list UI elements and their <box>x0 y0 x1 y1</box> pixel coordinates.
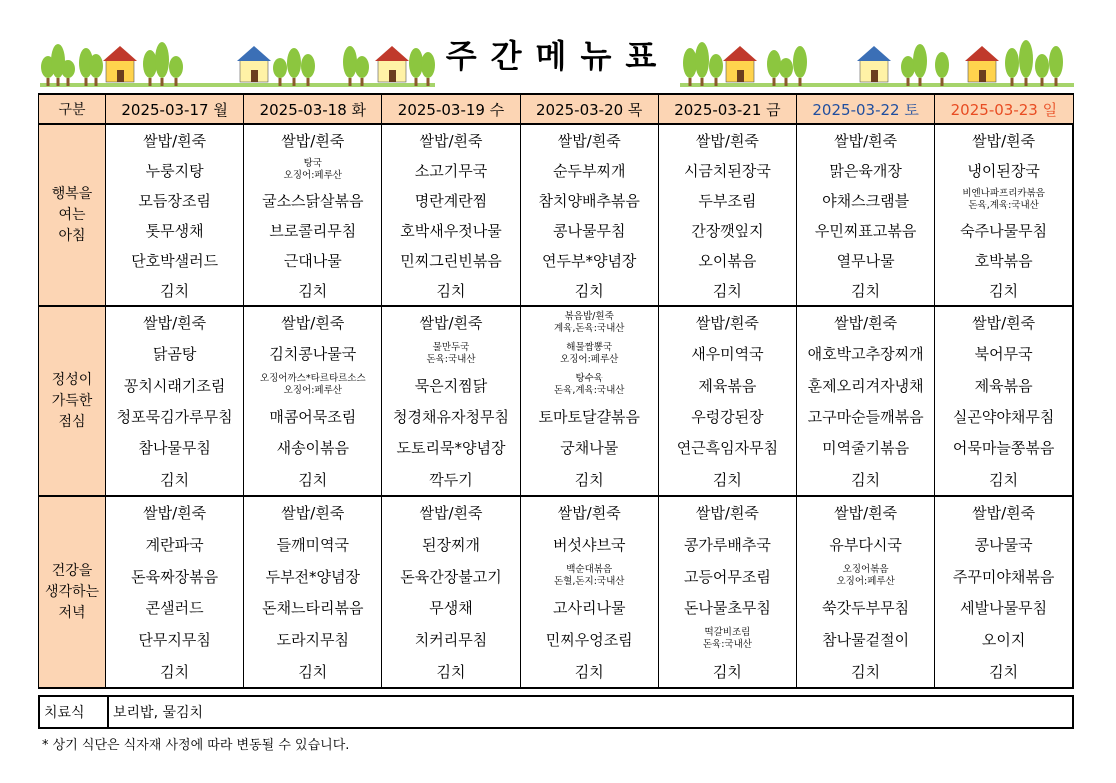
tree-trunk <box>773 78 776 86</box>
dish-item: 콩나물국 <box>974 535 1033 554</box>
dish-item: 굴소스닭살볶음 <box>262 191 364 210</box>
tree-trunk <box>1011 78 1014 86</box>
menu-cell <box>658 306 796 496</box>
dish-item: 참나물무침 <box>138 439 211 458</box>
menu-cell <box>520 124 658 306</box>
dish-item: 콩가루배추국 <box>683 535 771 554</box>
dish-item: 간장깻잎지 <box>691 221 764 240</box>
tree-trunk <box>57 78 60 86</box>
dish-item: 백순대볶음 돈혈,돈지:국내산 <box>553 564 625 588</box>
dish-item: 쌀밥/흰죽 <box>143 131 207 150</box>
tree-trunk <box>715 78 718 86</box>
dish-item: 쌀밥/흰죽 <box>695 504 759 523</box>
dish-item: 쌀밥/흰죽 <box>695 131 759 150</box>
day-header-sunday: 2025-03-23 일 <box>935 94 1073 124</box>
menu-cell <box>382 496 520 688</box>
dish-item: 오징어볶음 오징어:페루산 <box>836 564 895 588</box>
dish-item: 쌀밥/흰죽 <box>419 131 483 150</box>
meal-label: 행복을 여는 아침 <box>39 124 106 306</box>
footnote: * 상기 식단은 식자재 사정에 따라 변동될 수 있습니다. <box>42 738 350 753</box>
dish-item: 오징어까스*타르타르소스 오징어:페루산 <box>259 373 366 397</box>
therapy-label: 치료식 <box>39 696 108 728</box>
dish-item: 어묵마늘쫑볶음 <box>952 439 1055 458</box>
tree-trunk <box>149 78 152 86</box>
tree-trunk <box>175 78 178 86</box>
therapy-row <box>39 696 1073 728</box>
dish-item: 쌀밥/흰죽 <box>972 314 1036 333</box>
dish-item: 물만두국 돈육:국내산 <box>426 341 476 365</box>
dish-item: 우민찌표고볶음 <box>814 221 917 240</box>
menu-cell <box>658 124 796 306</box>
day-header: 2025-03-17 월 <box>106 94 244 124</box>
dish-item: 김치 <box>298 281 328 300</box>
dish-item: 제육볶음 <box>698 376 757 395</box>
header-gubun: 구분 <box>39 94 106 124</box>
dish-item: 콩나물무침 <box>552 221 626 240</box>
dish-item: 궁채나물 <box>560 439 619 458</box>
dish-item: 김치 <box>298 470 328 489</box>
menu-cell <box>244 306 382 496</box>
dish-item: 쌀밥/흰죽 <box>834 314 898 333</box>
menu-cell <box>106 496 244 688</box>
tree-trunk <box>293 78 296 86</box>
tree-trunk <box>919 78 922 86</box>
menu-cell <box>382 306 520 496</box>
day-header: 2025-03-20 목 <box>520 94 658 124</box>
tree-trunk <box>415 78 418 86</box>
dish-item: 연근흑임자무침 <box>676 439 779 458</box>
dish-item: 시금치된장국 <box>683 161 771 180</box>
dish-item: 돈나물초무침 <box>683 599 771 618</box>
tree-trunk <box>1041 78 1044 86</box>
dish-item: 김치 <box>712 470 742 489</box>
tree-trunk <box>907 78 910 86</box>
dish-item: 쌀밥/흰죽 <box>281 314 345 333</box>
dish-item: 청경채유자청무침 <box>393 408 509 427</box>
dish-item: 김치 <box>574 470 604 489</box>
dish-item: 쌀밥/흰죽 <box>143 504 207 523</box>
day-header-saturday: 2025-03-22 토 <box>797 94 935 124</box>
dish-item: 브로콜리무침 <box>269 221 357 240</box>
dish-item: 쌀밥/흰죽 <box>557 131 621 150</box>
dish-item: 두부전*양념장 <box>265 567 361 586</box>
dish-item: 버섯샤브국 <box>552 535 626 554</box>
dish-item: 연두부*양념장 <box>541 251 637 270</box>
tree-trunk <box>1055 78 1058 86</box>
dish-item: 민찌우엉조림 <box>545 630 633 649</box>
menu-cell <box>797 496 935 688</box>
dish-item: 쌀밥/흰죽 <box>281 131 345 150</box>
dish-item: 모듬장조림 <box>138 191 211 210</box>
dish-item: 쌀밥/흰죽 <box>972 131 1036 150</box>
dish-item: 깍두기 <box>429 470 473 489</box>
tree-trunk <box>95 78 98 86</box>
tree-trunk <box>1025 78 1028 86</box>
dish-item: 콘샐러드 <box>145 599 204 618</box>
dish-item: 볶음밥/흰죽 계육,돈육:국내산 <box>553 310 625 334</box>
tree-trunk <box>427 78 430 86</box>
dish-item: 순두부찌개 <box>552 161 626 180</box>
dish-item: 묵은지찜닭 <box>414 376 488 395</box>
dish-item: 쌀밥/흰죽 <box>419 314 483 333</box>
dish-item: 청포묵김가루무침 <box>116 408 233 427</box>
dish-item: 김치 <box>574 662 604 681</box>
dish-item: 쌀밥/흰죽 <box>695 314 759 333</box>
weekly-menu-table <box>38 93 1074 689</box>
dish-item: 쌀밥/흰죽 <box>557 504 621 523</box>
dish-item: 호박볶음 <box>974 251 1033 270</box>
dish-item: 새우미역국 <box>691 345 764 364</box>
dish-item: 김치 <box>436 281 466 300</box>
dish-item: 참나물겉절이 <box>822 630 910 649</box>
tree-trunk <box>701 78 704 86</box>
dish-item: 꽁치시래기조림 <box>123 376 226 395</box>
dish-item: 호박새우젓나물 <box>400 221 502 240</box>
dish-item: 고구마순들깨볶음 <box>807 408 924 427</box>
menu-cell <box>797 306 935 496</box>
menu-cell <box>658 496 796 688</box>
dish-item: 김치 <box>851 470 881 489</box>
tree-trunk <box>67 78 70 86</box>
dish-item: 제육볶음 <box>974 376 1033 395</box>
dish-item: 김치 <box>160 281 190 300</box>
dish-item: 실곤약야채무침 <box>952 408 1055 427</box>
dish-item: 김치 <box>298 662 328 681</box>
menu-cell <box>935 496 1073 688</box>
dish-item: 새송이볶음 <box>276 439 350 458</box>
dish-item: 도라지무침 <box>276 630 350 649</box>
menu-cell <box>244 124 382 306</box>
menu-cell <box>797 124 935 306</box>
page-title: 주간메뉴표 <box>445 37 671 75</box>
dish-item: 오이지 <box>981 630 1026 649</box>
dish-item: 유부다시국 <box>829 535 902 554</box>
day-header: 2025-03-18 화 <box>244 94 382 124</box>
dish-item: 쌀밥/흰죽 <box>972 504 1036 523</box>
dish-item: 계란파국 <box>145 535 204 554</box>
dish-item: 된장찌개 <box>422 535 480 554</box>
dish-item: 우렁강된장 <box>691 408 764 427</box>
menu-cell <box>935 124 1073 306</box>
dish-item: 김치 <box>574 281 604 300</box>
dish-item: 단호박샐러드 <box>131 251 219 270</box>
ground-strip <box>680 83 1074 87</box>
dish-item: 해물짬뽕국 오징어:페루산 <box>560 341 619 365</box>
therapy-value: 보리밥, 물김치 <box>108 696 1073 728</box>
dish-item: 북어무국 <box>974 345 1033 364</box>
dish-item: 고사리나물 <box>552 599 626 618</box>
dish-item: 냉이된장국 <box>967 161 1040 180</box>
dish-item: 치커리무침 <box>414 630 488 649</box>
meal-row <box>39 496 1074 688</box>
day-header: 2025-03-19 수 <box>382 94 520 124</box>
dish-item: 김치 <box>160 470 190 489</box>
dish-item: 주꾸미야채볶음 <box>952 567 1055 586</box>
dish-item: 쌀밥/흰죽 <box>281 504 345 523</box>
tree-trunk <box>47 78 50 86</box>
dish-item: 매콤어묵조림 <box>269 408 357 427</box>
dish-item: 김치 <box>712 281 742 300</box>
dish-item: 쌀밥/흰죽 <box>143 314 207 333</box>
menu-cell <box>244 496 382 688</box>
dish-item: 떡갈비조림 돈육:국내산 <box>702 627 752 651</box>
dish-item: 쌀밥/흰죽 <box>834 504 898 523</box>
tree-trunk <box>361 78 364 86</box>
dish-item: 김치 <box>851 281 881 300</box>
dish-item: 김치 <box>436 662 466 681</box>
dish-item: 김치 <box>989 281 1019 300</box>
dish-item: 김치 <box>989 470 1019 489</box>
dish-item: 두부조림 <box>698 191 757 210</box>
tree-trunk <box>85 78 88 86</box>
dish-item: 세발나물무침 <box>960 599 1048 618</box>
meal-label: 건강을 생각하는 저녁 <box>39 496 106 688</box>
tree-trunk <box>941 78 944 86</box>
dish-item: 오이볶음 <box>698 251 757 270</box>
meal-row <box>39 306 1074 496</box>
tree-trunk <box>689 78 692 86</box>
tree-trunk <box>799 78 802 86</box>
meal-label: 정성이 가득한 점심 <box>39 306 106 496</box>
day-header: 2025-03-21 금 <box>658 94 796 124</box>
dish-item: 돈채느타리볶음 <box>262 599 364 618</box>
dish-item: 단무지무침 <box>138 630 211 649</box>
menu-cell <box>106 306 244 496</box>
dish-item: 탕국 오징어:페루산 <box>283 158 342 181</box>
tree-trunk <box>279 78 282 86</box>
meal-row <box>39 124 1074 306</box>
dish-item: 닭곰탕 <box>152 345 197 364</box>
dish-item: 쌀밥/흰죽 <box>834 131 898 150</box>
menu-cell <box>935 306 1073 496</box>
tree-trunk <box>307 78 310 86</box>
menu-cell <box>382 124 520 306</box>
dish-item: 김치 <box>160 662 190 681</box>
header-row <box>39 94 1074 124</box>
menu-cell <box>106 124 244 306</box>
dish-item: 김치 <box>712 662 742 681</box>
ground-strip <box>40 83 435 87</box>
dish-item: 소고기무국 <box>414 161 488 180</box>
dish-item: 민찌그린빈볶음 <box>400 251 502 270</box>
dish-item: 맑은육개장 <box>829 161 902 180</box>
dish-item: 탕수육 돈육,계육:국내산 <box>553 373 625 397</box>
dish-item: 숙주나물무침 <box>960 221 1048 240</box>
therapy-diet-table <box>38 695 1074 729</box>
dish-item: 고등어무조림 <box>683 567 771 586</box>
dish-item: 참치양배추볶음 <box>538 191 640 210</box>
tree-trunk <box>161 78 164 86</box>
dish-item: 돈육짜장볶음 <box>131 567 219 586</box>
dish-item: 톳무생채 <box>145 221 204 240</box>
dish-item: 돈육간장불고기 <box>400 567 502 586</box>
menu-cell <box>520 306 658 496</box>
dish-item: 명란계란찜 <box>414 191 488 210</box>
dish-item: 훈제오리겨자냉채 <box>807 376 924 395</box>
dish-item: 도토리묵*양념장 <box>396 439 506 458</box>
dish-item: 무생채 <box>429 599 473 618</box>
dish-item: 들깨미역국 <box>276 535 350 554</box>
menu-cell <box>520 496 658 688</box>
tree-trunk <box>349 78 352 86</box>
dish-item: 누룽지탕 <box>145 161 204 180</box>
dish-item: 애호박고추장찌개 <box>807 345 924 364</box>
dish-item: 김치 <box>851 662 881 681</box>
dish-item: 근대나물 <box>283 251 342 270</box>
dish-item: 열무나물 <box>836 251 895 270</box>
dish-item: 야채스크램블 <box>822 191 910 210</box>
dish-item: 미역줄기볶음 <box>822 439 910 458</box>
dish-item: 김치콩나물국 <box>269 345 357 364</box>
dish-item: 김치 <box>989 662 1019 681</box>
dish-item: 비엔나파프리카볶음 돈육,계육:국내산 <box>962 188 1045 211</box>
dish-item: 쑥갓두부무침 <box>822 599 910 618</box>
tree-trunk <box>785 78 788 86</box>
dish-item: 토마토달걀볶음 <box>538 408 640 427</box>
dish-item: 쌀밥/흰죽 <box>419 504 483 523</box>
